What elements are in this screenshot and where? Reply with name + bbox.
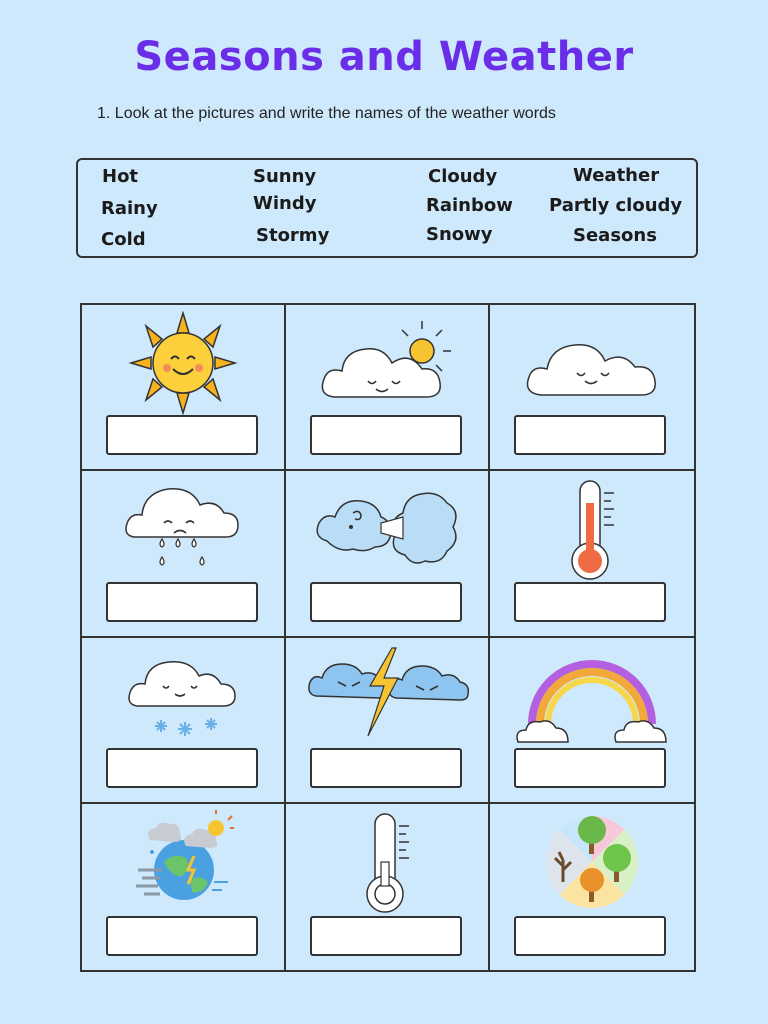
answer-box[interactable]	[106, 916, 258, 956]
answer-box[interactable]	[310, 748, 462, 788]
snow-cloud-icon	[82, 644, 284, 754]
word-bank	[76, 158, 698, 258]
picture-cell	[82, 471, 286, 637]
word-bank-item: Sunny	[253, 166, 317, 187]
word-bank-item: Cloudy	[428, 166, 498, 187]
instruction-text: 1. Look at the pictures and write the names of the weather words	[97, 105, 556, 122]
answer-box[interactable]	[514, 916, 666, 956]
answer-box[interactable]	[310, 916, 462, 956]
word-bank-item: Cold	[101, 229, 146, 250]
answer-box[interactable]	[514, 582, 666, 622]
picture-cell	[490, 471, 694, 637]
picture-cell	[490, 638, 694, 804]
rain-cloud-icon	[82, 477, 284, 587]
rainbow-icon	[490, 644, 694, 754]
storm-icon	[286, 644, 488, 754]
word-bank-item: Rainy	[101, 198, 158, 219]
picture-cell	[286, 305, 490, 471]
word-bank-item: Weather	[573, 165, 660, 186]
cloud-icon	[490, 311, 694, 421]
picture-cell	[490, 804, 694, 970]
word-bank-item: Rainbow	[426, 195, 513, 216]
word-bank-item: Hot	[102, 166, 139, 187]
hot-thermometer-icon	[490, 477, 694, 587]
picture-cell	[82, 804, 286, 970]
word-bank-item: Snowy	[426, 224, 493, 245]
word-bank-item: Stormy	[256, 225, 330, 246]
picture-cell	[490, 305, 694, 471]
picture-cell	[286, 804, 490, 970]
weather-globe-icon	[82, 810, 284, 920]
answer-box[interactable]	[106, 582, 258, 622]
word-bank-item: Windy	[253, 193, 317, 214]
wind-icon	[286, 477, 488, 587]
answer-box[interactable]	[514, 748, 666, 788]
answer-box[interactable]	[310, 415, 462, 455]
seasons-icon	[490, 810, 694, 920]
answer-box[interactable]	[514, 415, 666, 455]
picture-cell	[82, 638, 286, 804]
word-bank-item: Partly cloudy	[549, 195, 683, 216]
partly-cloudy-icon	[286, 311, 488, 421]
picture-cell	[286, 638, 490, 804]
answer-box[interactable]	[310, 582, 462, 622]
sun-icon	[82, 311, 284, 421]
page-title: Seasons and Weather	[134, 34, 634, 80]
answer-box[interactable]	[106, 415, 258, 455]
answer-box[interactable]	[106, 748, 258, 788]
word-bank-item: Seasons	[573, 225, 657, 246]
picture-grid	[80, 303, 696, 972]
picture-cell	[82, 305, 286, 471]
cold-thermometer-icon	[286, 810, 488, 920]
picture-cell	[286, 471, 490, 637]
